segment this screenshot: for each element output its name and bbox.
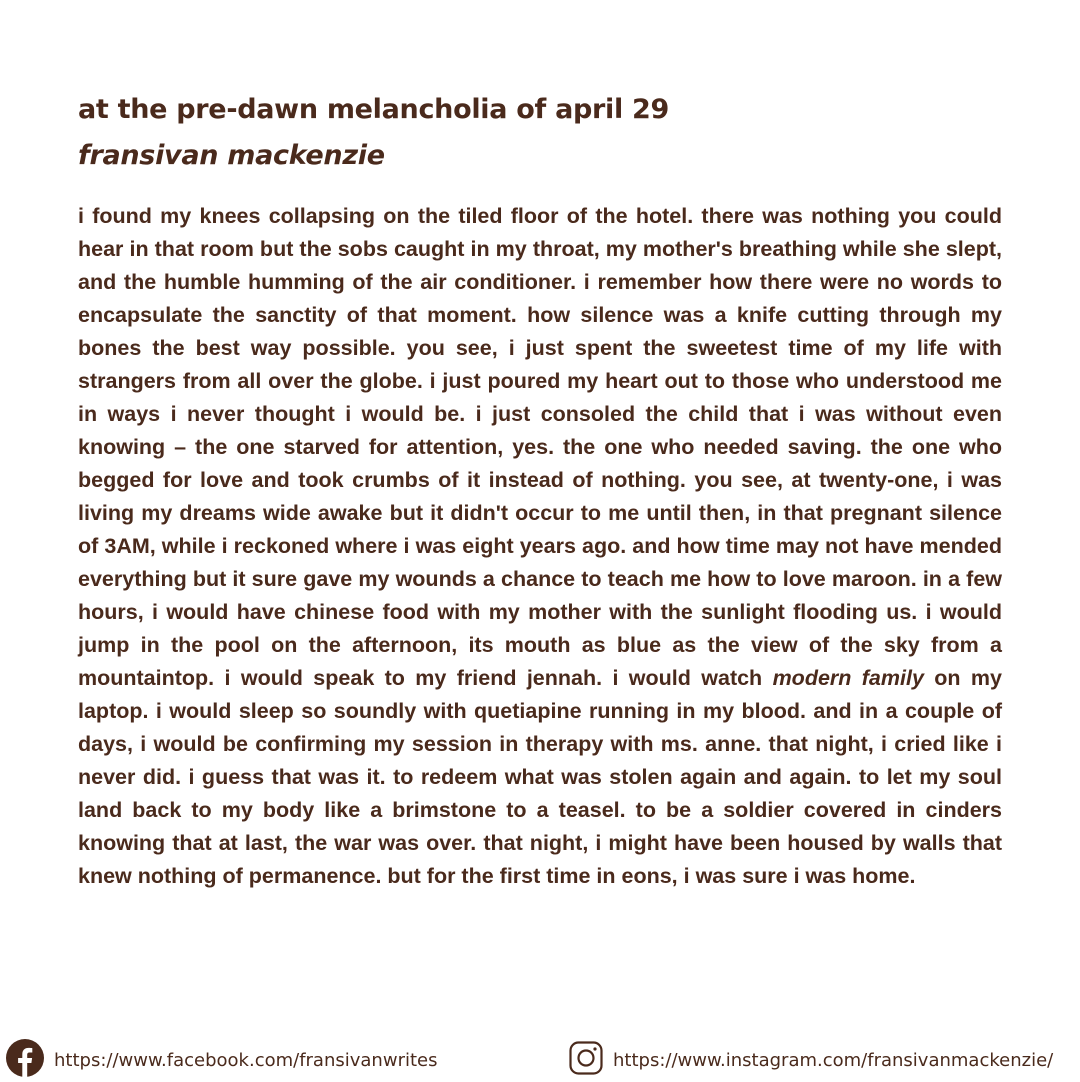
poem-body-text-end: on my laptop. i would sleep so soundly with quetiapine running in my blood. and in a couple of days, i would be confirming my session in therapy with ms. anne. that night, i cried like i never did. i guess that was it. to redeem what was stolen again and again. to let my soul land back to my body like a brimstone to a teasel. to be a soldier covered in cinders knowing that at last, the war was over. that night, i might have been housed by walls that knew nothing of permanence. but for the first time in eons, i was sure i was home. bbox=[78, 666, 1002, 888]
poem-body bbox=[78, 200, 1002, 893]
facebook-link[interactable] bbox=[6, 1039, 437, 1082]
poem-body-text: i found my knees collapsing on the tiled floor of the hotel. there was nothing you could hear in that room but the sobs caught in my throat, my mother's breathing while she slept, and the humble humming of the air conditioner. i remember how there were no words to encapsulate the sanctity of that moment. how silence was a knife cutting through my bones the best way possible. you see, i just spent the sweetest time of my life with strangers from all over the globe. i just poured my heart out to those who understood me in ways i never thought i would be. i just consoled the child that i was without even knowing – the one starved for attention, yes. the one who needed saving. the one who begged for love and took crumbs of it instead of nothing. you see, at twenty-one, i was living my dreams wide awake but it didn't occur to me until then, in that pregnant silence of 3AM, while i reckoned where i was eight years ago. and how time may not have mended everything but it sure gave my wounds a chance to teach me how to love maroon. in a few hours, i would have chinese food with my mother with the sunlight flooding us. i would jump in the pool on the afternoon, its mouth as blue as the view of the sky from a mountaintop. i would speak to my friend jennah. i would watch bbox=[78, 204, 1002, 690]
facebook-url: https://www.facebook.com/fransivanwrites bbox=[54, 1050, 438, 1071]
facebook-icon bbox=[6, 1039, 44, 1082]
instagram-link[interactable] bbox=[569, 1041, 1053, 1080]
poem-title: at the pre-dawn melancholia of april 29 bbox=[78, 94, 670, 125]
instagram-url: https://www.instagram.com/fransivanmackenzie/ bbox=[613, 1050, 1054, 1071]
show-title: modern family bbox=[772, 666, 924, 690]
poem-author: fransivan mackenzie bbox=[78, 140, 385, 171]
instagram-icon bbox=[569, 1041, 603, 1080]
